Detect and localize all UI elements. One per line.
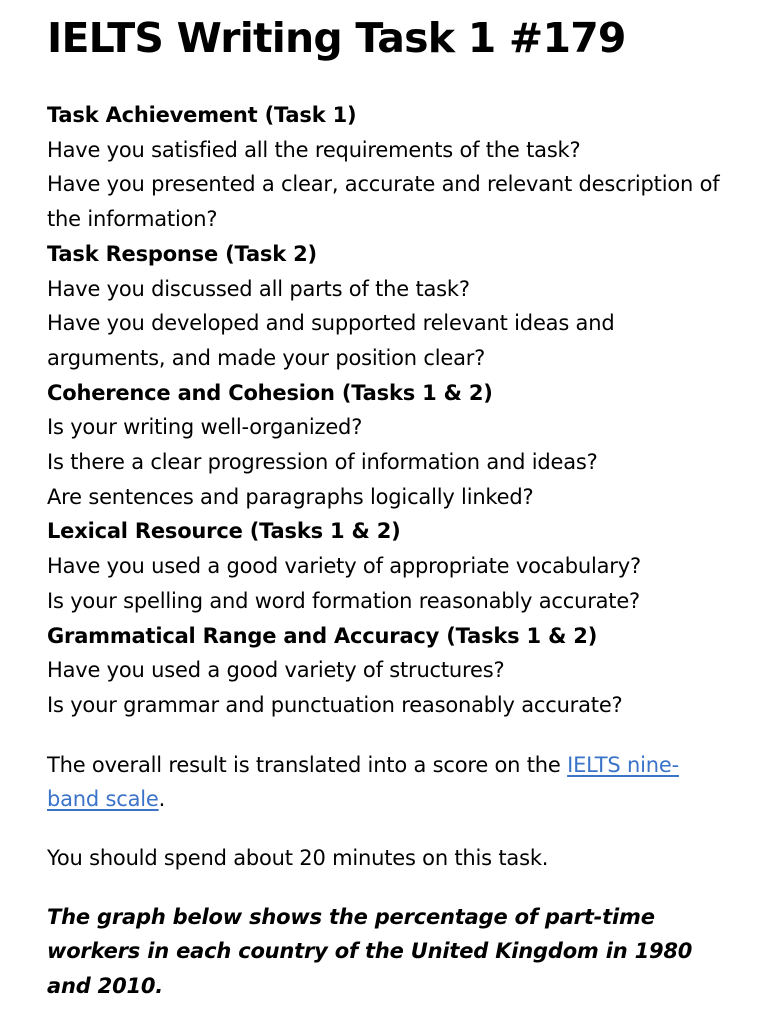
criterion-question: Is your spelling and word formation reasonably accurate?	[47, 588, 640, 613]
criterion-question: Have you presented a clear, accurate and relevant description of the information?	[47, 172, 720, 232]
criterion-heading: Coherence and Cohesion (Tasks 1 & 2)	[47, 380, 493, 405]
criterion-block	[47, 237, 728, 376]
time-instruction: You should spend about 20 minutes on this task.	[47, 846, 549, 871]
criterion-heading: Task Response (Task 2)	[47, 241, 317, 266]
criterion-question: Have you used a good variety of structures?	[47, 658, 505, 683]
criterion-question: Have you satisfied all the requirements of the task?	[47, 137, 581, 162]
criterion-question: Is your grammar and punctuation reasonably accurate?	[47, 692, 623, 717]
criterion-heading: Grammatical Range and Accuracy (Tasks 1 & 2)	[47, 623, 598, 648]
result-text-before: The overall result is translated into a score on the	[47, 752, 568, 777]
criterion-question: Have you developed and supported relevant ideas and arguments, and made your position clear?	[47, 311, 615, 370]
task-prompt: The graph below shows the percentage of part-time workers in each country of the United Kingdom in 1980 and 2010.	[47, 904, 693, 999]
result-paragraph	[47, 748, 728, 817]
ielts-band-scale-link[interactable]: IELTS nine-band scale	[47, 752, 679, 812]
criterion-heading: Lexical Resource (Tasks 1 & 2)	[47, 519, 401, 544]
criterion-question: Have you discussed all parts of the task?	[47, 276, 470, 301]
criteria-list	[47, 98, 728, 723]
result-text-after: .	[158, 787, 166, 812]
criterion-heading: Task Achievement (Task 1)	[47, 103, 357, 127]
criterion-block	[47, 619, 728, 723]
criterion-question: Is your writing well-organized?	[47, 415, 363, 440]
criterion-question: Is there a clear progression of information and ideas?	[47, 450, 598, 475]
page-title: IELTS Writing Task 1 #179	[47, 14, 626, 62]
criterion-block	[47, 98, 728, 237]
criterion-block	[47, 514, 728, 618]
criterion-block	[47, 376, 728, 515]
criterion-question: Have you used a good variety of appropriate vocabulary?	[47, 554, 641, 579]
criterion-question: Are sentences and paragraphs logically linked?	[47, 484, 534, 509]
